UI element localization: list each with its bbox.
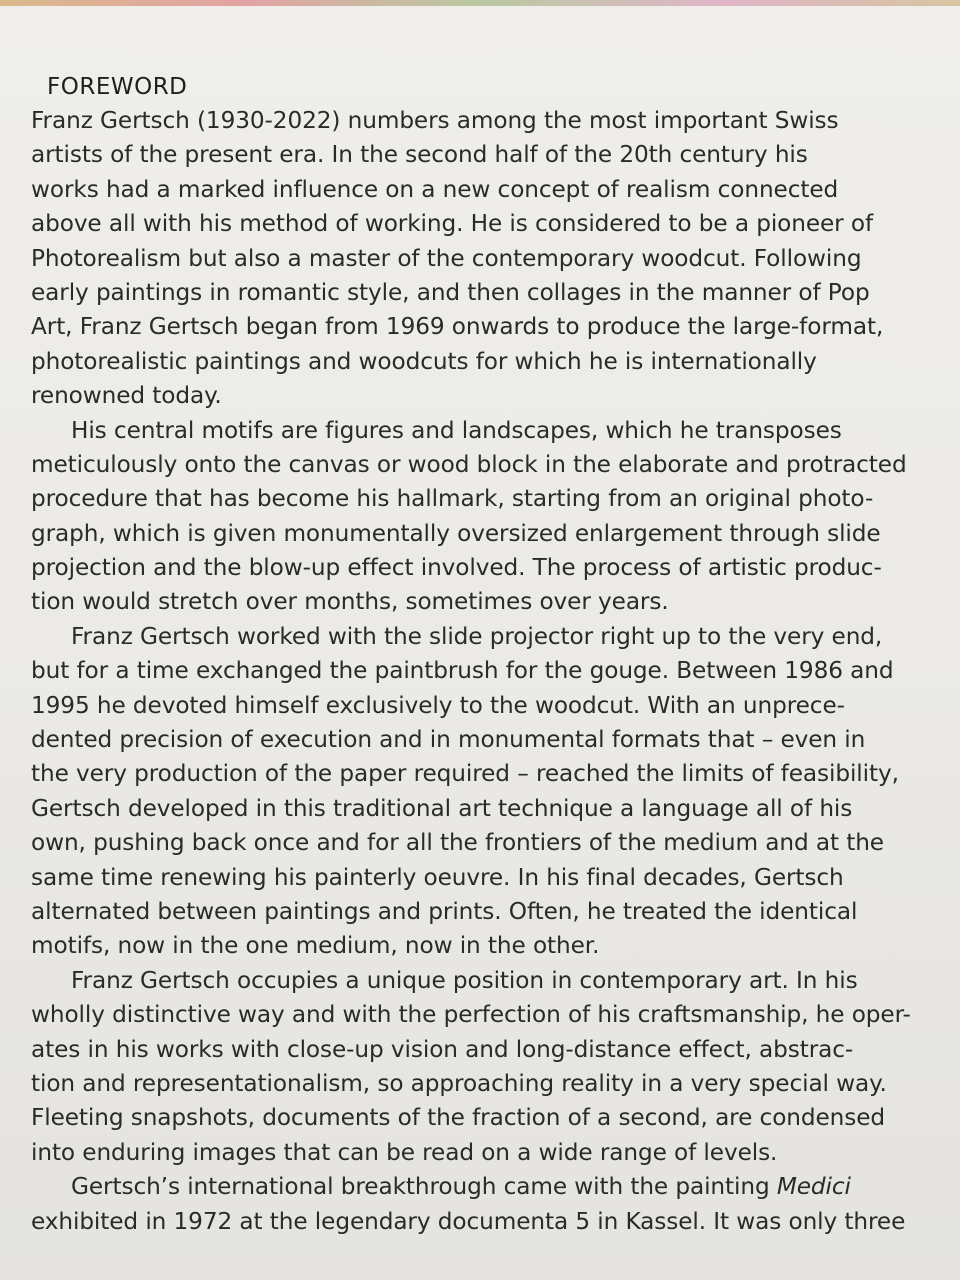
- text-line: photorealistic paintings and woodcuts for which he is internationally: [31, 347, 817, 375]
- text-line: His central motifs are figures and landscapes, which he transposes: [71, 416, 842, 444]
- text-line: Franz Gertsch occupies a unique position in contemporary art. In his: [71, 966, 858, 994]
- text-line: projection and the blow-up effect involved. The process of artistic produc-: [31, 554, 882, 582]
- text-line: dented precision of execution and in monumental formats that – even in: [31, 726, 866, 754]
- text-line: same time renewing his painterly oeuvre. In his final decades, Gertsch: [31, 863, 844, 891]
- text-line: artists of the present era. In the second half of the 20th century his: [31, 141, 808, 169]
- text-line: meticulously onto the canvas or wood block in the elaborate and protracted: [31, 450, 907, 478]
- text-line: into enduring images that can be read on a wide range of levels.: [31, 1138, 778, 1166]
- text-run: Gertsch’s international breakthrough came with the painting: [71, 1173, 777, 1201]
- paragraph-3: [31, 620, 949, 964]
- text-line: early paintings in romantic style, and then collages in the manner of Pop: [31, 278, 870, 306]
- text-line: ates in his works with close-up vision and long-distance effect, abstrac-: [31, 1035, 854, 1063]
- text-line: motifs, now in the one medium, now in the other.: [31, 932, 600, 960]
- text-line: wholly distinctive way and with the perfection of his craftsmanship, he oper-: [31, 1001, 911, 1029]
- paragraph-5: [31, 1170, 949, 1239]
- text-line: Franz Gertsch (1930-2022) numbers among the most important Swiss: [31, 107, 839, 134]
- text-line: graph, which is given monumentally oversized enlargement through slide: [31, 519, 881, 547]
- text-line: the very production of the paper required – reached the limits of feasibility,: [31, 760, 899, 788]
- text-line: own, pushing back once and for all the frontiers of the medium and at the: [31, 829, 884, 857]
- text-line: above all with his method of working. He is considered to be a pioneer of: [31, 210, 874, 238]
- paragraph-2: [31, 414, 949, 620]
- text-line: Gertsch developed in this traditional art technique a language all of his: [31, 794, 853, 822]
- artwork-title: Medici: [776, 1173, 851, 1201]
- text-line: [31, 1170, 949, 1204]
- paragraph-4: [31, 964, 949, 1170]
- text-line: alternated between paintings and prints. Often, he treated the identical: [31, 897, 858, 925]
- text-line: Photorealism but also a master of the contemporary woodcut. Following: [31, 244, 862, 272]
- paragraph-1: [31, 104, 949, 414]
- text-line: tion would stretch over months, sometimes over years.: [31, 588, 669, 616]
- text-line: Fleeting snapshots, documents of the fraction of a second, are condensed: [31, 1104, 886, 1132]
- text-line: 1995 he devoted himself exclusively to the woodcut. With an unprece-: [31, 691, 845, 719]
- text-line: works had a marked influence on a new concept of realism connected: [31, 175, 839, 203]
- text-line: but for a time exchanged the paintbrush for the gouge. Between 1986 and: [31, 657, 894, 685]
- section-heading: FOREWORD: [47, 74, 188, 100]
- text-line: tion and representationalism, so approaching reality in a very special way.: [31, 1069, 887, 1097]
- text-line: Franz Gertsch worked with the slide projector right up to the very end,: [71, 622, 883, 650]
- text-line: exhibited in 1972 at the legendary documenta 5 in Kassel. It was only three: [31, 1207, 906, 1235]
- text-line: Art, Franz Gertsch began from 1969 onwards to produce the large-format,: [31, 313, 884, 341]
- text-line: renowned today.: [31, 382, 222, 410]
- foreword-section: [31, 70, 949, 1239]
- text-line: procedure that has become his hallmark, starting from an original photo-: [31, 485, 874, 513]
